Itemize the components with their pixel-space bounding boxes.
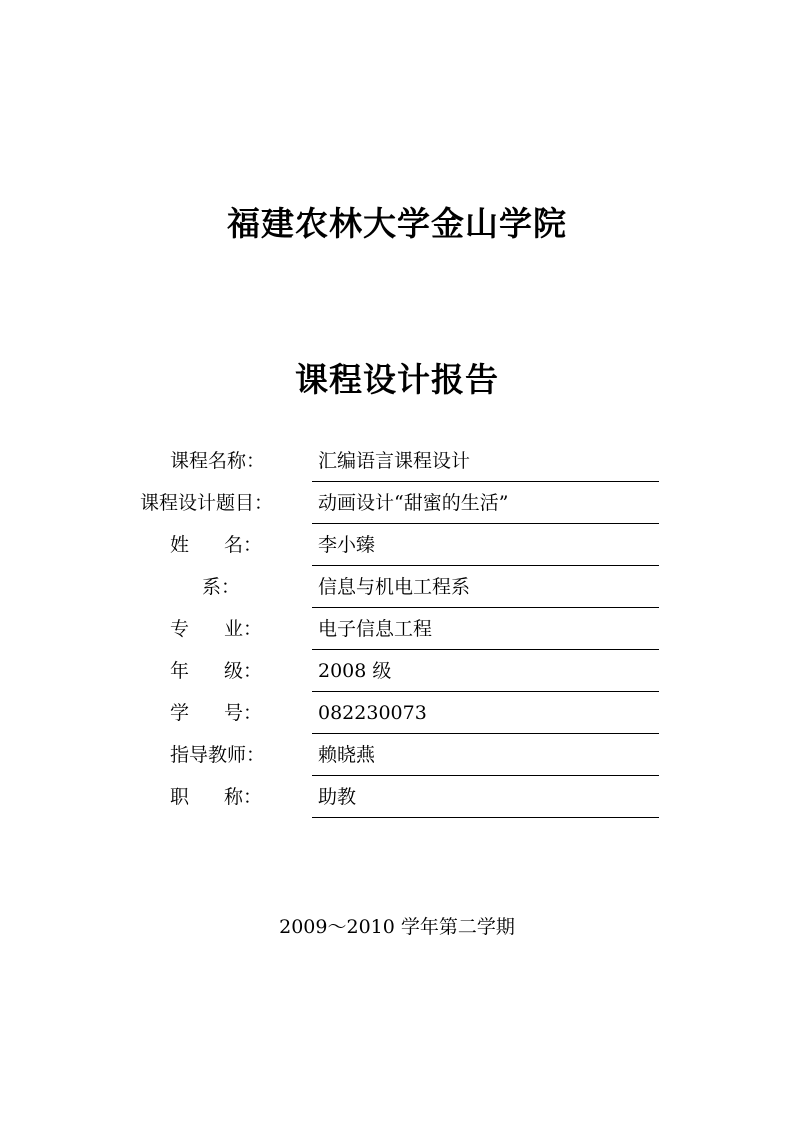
row-title [0,776,794,818]
label-topic: 课程设计题目： [140,492,274,514]
row-topic [0,482,794,524]
value-department: 信息与机电工程系 [318,576,471,598]
label-department: 系： [202,576,241,598]
label-major [140,616,292,642]
label-major-first: 专 [170,618,190,640]
value-line-major [312,608,659,650]
school-name: 福建农林大学金山学院 [227,204,567,243]
row-grade [0,650,794,692]
label-advisor: 指导教师： [170,744,266,766]
label-grade [140,658,292,684]
label-grade-first: 年 [170,660,190,682]
label-student-id-second: 号： [223,702,262,724]
label-title [140,784,292,810]
row-name [0,524,794,566]
label-student-id [140,700,292,726]
label-grade-second: 级： [223,660,262,682]
academic-term: 2009～2010 学年第二学期 [279,916,515,938]
value-line-grade [312,650,659,692]
value-line-department [312,566,659,608]
label-course-name: 课程名称： [170,450,266,472]
value-advisor: 赖晓燕 [318,744,376,766]
row-advisor [0,734,794,776]
report-title: 课程设计报告 [295,360,499,399]
value-line-name [312,524,659,566]
value-line-student-id [312,692,659,734]
label-name [140,532,292,558]
row-course-name [0,440,794,482]
row-department [0,566,794,608]
value-name: 李小臻 [318,534,376,556]
row-major [0,608,794,650]
value-course-name: 汇编语言课程设计 [318,450,471,472]
value-line-topic [312,482,659,524]
value-grade: 2008 级 [318,660,392,682]
label-name-second: 名： [223,534,262,556]
value-line-advisor [312,734,659,776]
value-major: 电子信息工程 [318,618,433,640]
label-student-id-first: 学 [170,702,190,724]
label-title-second: 称： [223,786,262,808]
value-line-course-name [312,440,659,482]
label-name-first: 姓 [170,534,190,556]
value-line-title [312,776,659,818]
value-topic: 动画设计“甜蜜的生活” [318,492,509,514]
label-title-first: 职 [170,786,190,808]
row-student-id [0,692,794,734]
value-title: 助教 [318,786,357,808]
value-student-id: 082230073 [318,702,427,724]
label-major-second: 业： [223,618,262,640]
